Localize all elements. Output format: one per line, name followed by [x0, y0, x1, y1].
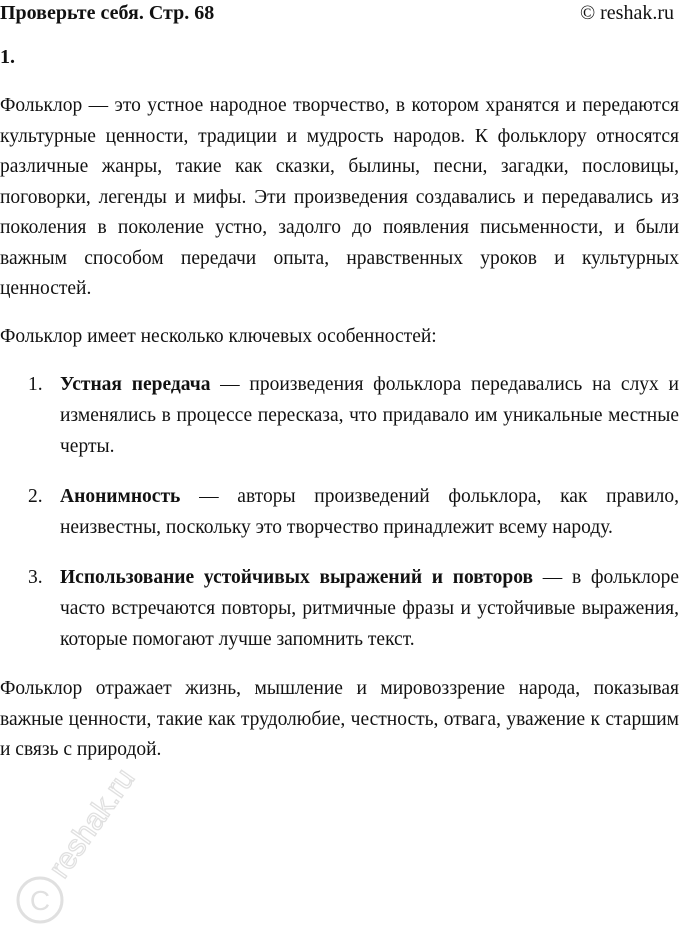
list-item [0, 481, 679, 543]
features-list [0, 369, 679, 655]
list-item [0, 562, 679, 655]
list-item-number: 2. [28, 486, 43, 507]
list-item-number: 3. [28, 567, 43, 588]
feature-description: — авторы произведений фольклора, как правило, неизвестны, поскольку это творчество принадлежит всему народу. [60, 486, 679, 538]
answer-text [0, 91, 679, 766]
feature-description: — в фольклоре часто встречаются повторы, ритмичные фразы и устойчивые выражения, которые помогают лучше запомнить текст. [60, 567, 679, 650]
feature-term: Использование устойчивых выражений и повторов [60, 567, 534, 588]
feature-term: Анонимность [60, 486, 181, 507]
page-title: Проверьте себя. Стр. 68 [0, 2, 215, 24]
site-copyright: © reshak.ru [579, 2, 674, 24]
svg-text:C: C [29, 885, 51, 916]
feature-term: Устная передача [60, 374, 211, 395]
conclusion-paragraph: Фольклор отражает жизнь, мышление и мировоззрение народа, показывая важные ценности, такие как трудолюбие, честность, отвага, уважение к старшим и связь с природой. [0, 678, 679, 760]
feature-description: — произведения фольклора передавались на слух и изменялись в процессе пересказа, что придавало им уникальные местные черты. [60, 374, 679, 457]
reshak-watermark [2, 760, 182, 940]
svg-text:reshak.ru: reshak.ru [42, 762, 142, 885]
task-number: 1. [0, 46, 15, 68]
list-item [0, 369, 679, 462]
intro-paragraph: Фольклор — это устное народное творчество, в котором хранятся и передаются культурные ценности, традиции и мудрость народов. К фольклору относятся различные жанры, такие как сказки, былины, песни, загадки, пословицы, поговорки, легенды и мифы. Эти произведения создавались и передавались из поколения в поколение устно, задолго до появления письменности, и были важным способом передачи опыта, нравственных уроков и культурных ценностей. [0, 95, 679, 299]
page-header [0, 0, 680, 26]
lead-paragraph: Фольклор имеет несколько ключевых особенностей: [0, 325, 437, 347]
list-item-number: 1. [28, 374, 43, 395]
